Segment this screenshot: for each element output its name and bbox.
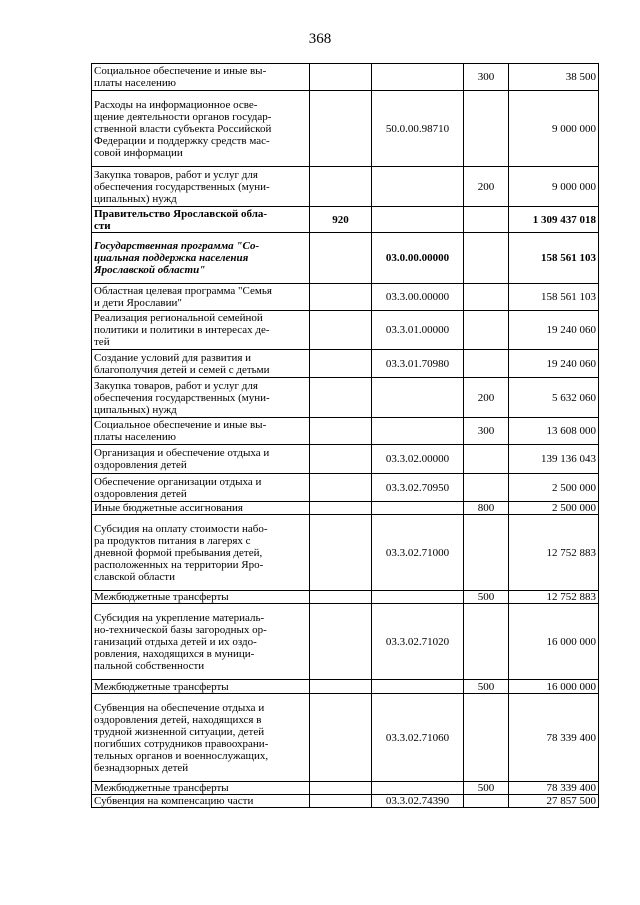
table-row — [92, 233, 599, 284]
expense-type-code-cell — [464, 350, 509, 378]
department-code-cell — [310, 378, 372, 418]
article-name-cell: Правительство Ярославской обла- сти — [92, 207, 310, 233]
table-row — [92, 591, 599, 604]
target-article-code-cell: 03.0.00.00000 — [372, 233, 464, 284]
article-name-cell: Закупка товаров, работ и услуг для обеспечения государственных (муни- ципальных) нужд — [92, 167, 310, 207]
amount-cell: 16 000 000 — [509, 604, 599, 680]
table-row — [92, 311, 599, 350]
article-name-cell: Межбюджетные трансферты — [92, 782, 310, 795]
table-row — [92, 680, 599, 694]
amount-cell: 9 000 000 — [509, 167, 599, 207]
target-article-code-cell: 03.3.02.70950 — [372, 474, 464, 502]
amount-cell: 16 000 000 — [509, 680, 599, 694]
amount-cell: 9 000 000 — [509, 91, 599, 167]
target-article-code-cell: 50.0.00.98710 — [372, 91, 464, 167]
article-name-cell: Создание условий для развития и благополучия детей и семей с детьми — [92, 350, 310, 378]
table-row — [92, 502, 599, 515]
department-code-cell — [310, 445, 372, 474]
table-row — [92, 445, 599, 474]
amount-cell: 2 500 000 — [509, 502, 599, 515]
amount-cell: 27 857 500 — [509, 795, 599, 808]
page-number: 368 — [308, 31, 332, 47]
article-name-cell: Социальное обеспечение и иные вы- платы населению — [92, 418, 310, 445]
amount-cell: 5 632 060 — [509, 378, 599, 418]
article-name-cell: Закупка товаров, работ и услуг для обеспечения государственных (муни- ципальных) нужд — [92, 378, 310, 418]
department-code-cell — [310, 502, 372, 515]
table-row — [92, 795, 599, 808]
department-code-cell — [310, 591, 372, 604]
expense-type-code-cell: 500 — [464, 591, 509, 604]
article-name-cell: Субсидия на оплату стоимости набо- ра продуктов питания в лагерях с дневной формой пребывания детей, расположенных на территории Яро- славской области — [92, 515, 310, 591]
article-name-cell: Организация и обеспечение отдыха и оздоровления детей — [92, 445, 310, 474]
expense-type-code-cell: 800 — [464, 502, 509, 515]
table-row — [92, 167, 599, 207]
department-code-cell — [310, 167, 372, 207]
table-row — [92, 284, 599, 311]
target-article-code-cell: 03.3.01.00000 — [372, 311, 464, 350]
target-article-code-cell: 03.3.02.71060 — [372, 694, 464, 782]
amount-cell: 38 500 — [509, 64, 599, 91]
target-article-code-cell — [372, 680, 464, 694]
table-row — [92, 378, 599, 418]
department-code-cell — [310, 782, 372, 795]
table-row — [92, 64, 599, 91]
expense-type-code-cell — [464, 604, 509, 680]
department-code-cell — [310, 350, 372, 378]
department-code-cell — [310, 604, 372, 680]
target-article-code-cell — [372, 591, 464, 604]
amount-cell: 2 500 000 — [509, 474, 599, 502]
table-row — [92, 782, 599, 795]
target-article-code-cell — [372, 167, 464, 207]
department-code-cell — [310, 233, 372, 284]
target-article-code-cell — [372, 782, 464, 795]
expense-type-code-cell: 500 — [464, 782, 509, 795]
article-name-cell: Обеспечение организации отдыха и оздоровления детей — [92, 474, 310, 502]
table-row — [92, 418, 599, 445]
department-code-cell — [310, 515, 372, 591]
article-name-cell: Иные бюджетные ассигнования — [92, 502, 310, 515]
budget-table-body — [92, 64, 599, 808]
expense-type-code-cell — [464, 474, 509, 502]
amount-cell: 139 136 043 — [509, 445, 599, 474]
target-article-code-cell — [372, 378, 464, 418]
expense-type-code-cell: 300 — [464, 418, 509, 445]
department-code-cell — [310, 694, 372, 782]
expense-type-code-cell — [464, 91, 509, 167]
amount-cell: 19 240 060 — [509, 350, 599, 378]
article-name-cell: Государственная программа "Со- циальная поддержка населения Ярославской области" — [92, 233, 310, 284]
budget-table — [91, 63, 599, 808]
target-article-code-cell: 03.3.01.70980 — [372, 350, 464, 378]
article-name-cell: Реализация региональной семейной политики и политики в интересах де- тей — [92, 311, 310, 350]
table-row — [92, 694, 599, 782]
expense-type-code-cell — [464, 795, 509, 808]
target-article-code-cell: 03.3.02.71020 — [372, 604, 464, 680]
department-code-cell — [310, 474, 372, 502]
table-row — [92, 350, 599, 378]
article-name-cell: Социальное обеспечение и иные вы- платы населению — [92, 64, 310, 91]
amount-cell: 12 752 883 — [509, 515, 599, 591]
target-article-code-cell: 03.3.02.74390 — [372, 795, 464, 808]
expense-type-code-cell: 300 — [464, 64, 509, 91]
expense-type-code-cell — [464, 284, 509, 311]
expense-type-code-cell: 200 — [464, 378, 509, 418]
expense-type-code-cell — [464, 233, 509, 284]
target-article-code-cell — [372, 207, 464, 233]
article-name-cell: Межбюджетные трансферты — [92, 680, 310, 694]
expense-type-code-cell: 200 — [464, 167, 509, 207]
amount-cell: 78 339 400 — [509, 782, 599, 795]
department-code-cell — [310, 795, 372, 808]
amount-cell: 158 561 103 — [509, 284, 599, 311]
table-row — [92, 207, 599, 233]
expense-type-code-cell — [464, 311, 509, 350]
article-name-cell: Субсидия на укрепление материаль- но-технической базы загородных ор- ганизаций отдыха детей и их оздо- ровления, находящихся в муници- пальной собственности — [92, 604, 310, 680]
target-article-code-cell: 03.3.00.00000 — [372, 284, 464, 311]
target-article-code-cell: 03.3.02.00000 — [372, 445, 464, 474]
amount-cell: 1 309 437 018 — [509, 207, 599, 233]
department-code-cell — [310, 284, 372, 311]
department-code-cell — [310, 418, 372, 445]
table-row — [92, 91, 599, 167]
target-article-code-cell: 03.3.02.71000 — [372, 515, 464, 591]
department-code-cell — [310, 311, 372, 350]
expense-type-code-cell: 500 — [464, 680, 509, 694]
target-article-code-cell — [372, 64, 464, 91]
expense-type-code-cell — [464, 445, 509, 474]
target-article-code-cell — [372, 502, 464, 515]
target-article-code-cell — [372, 418, 464, 445]
department-code-cell — [310, 680, 372, 694]
amount-cell: 13 608 000 — [509, 418, 599, 445]
table-row — [92, 474, 599, 502]
amount-cell: 12 752 883 — [509, 591, 599, 604]
article-name-cell: Субвенция на компенсацию части — [92, 795, 310, 808]
article-name-cell: Расходы на информационное осве- щение деятельности органов государ- ственной власти субъекта Российской Федерации и поддержку средств мас- совой информации — [92, 91, 310, 167]
amount-cell: 158 561 103 — [509, 233, 599, 284]
amount-cell: 78 339 400 — [509, 694, 599, 782]
expense-type-code-cell — [464, 515, 509, 591]
article-name-cell: Субвенция на обеспечение отдыха и оздоровления детей, находящихся в трудной жизненной ситуации, детей погибших сотрудников правоохрани- тельных органов и военнослужащих, безнадзорных детей — [92, 694, 310, 782]
table-row — [92, 515, 599, 591]
department-code-cell — [310, 64, 372, 91]
department-code-cell — [310, 91, 372, 167]
expense-type-code-cell — [464, 694, 509, 782]
table-row — [92, 604, 599, 680]
amount-cell: 19 240 060 — [509, 311, 599, 350]
article-name-cell: Областная целевая программа "Семья и дети Ярославии" — [92, 284, 310, 311]
expense-type-code-cell — [464, 207, 509, 233]
department-code-cell: 920 — [310, 207, 372, 233]
article-name-cell: Межбюджетные трансферты — [92, 591, 310, 604]
